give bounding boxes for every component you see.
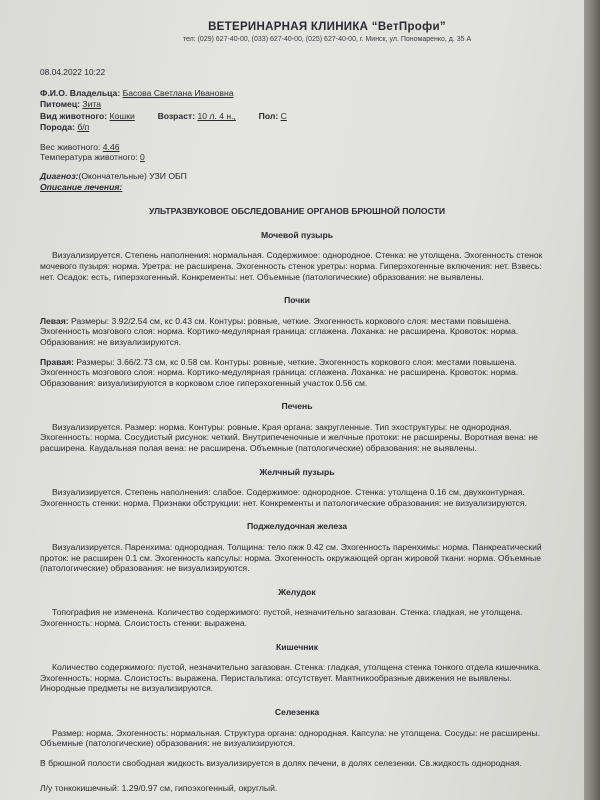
pet-name: Зита bbox=[82, 99, 101, 110]
gallbladder-text: Визуализируется. Степень наполнения: слабое. Содержимое: однородное. Стенка: утолщена 0.16 см, двухконтурная. Эхогенность стенки: норма. Признаки обструкции: нет. Конкременты и патологические образования: не визуализируются. bbox=[40, 487, 527, 508]
section-title-kidneys: Почки bbox=[284, 295, 310, 306]
owner-label: Ф.И.О. Владельца: bbox=[40, 87, 121, 98]
age-label: Возраст: bbox=[157, 110, 196, 121]
species-value: Кошки bbox=[109, 110, 135, 121]
section-title-stomach: Желудок bbox=[278, 586, 316, 597]
intestine-text: Количество содержимого: пустой, незначительно загазован. Стенка: гладкая, утолщена стенка тонкого отдела кишечника. Эхогенность: норма. Слоистость: выражена. Перистальтика: отсутствует. Маятникообразные движения не выявлены. Инородные предметы не визуализируются. bbox=[40, 662, 541, 694]
clinic-contacts: тел: (029) 627-40-00, (033) 627-40-00, (025) 627-40-00, г. Минск, ул. Пономаренко, д. 35 А bbox=[182, 35, 472, 43]
lymph-node-text: Л/у тонкокишечный: 1.29/0.97 см, гипоэхогенный, округлый. bbox=[40, 783, 278, 794]
sex-value: С bbox=[280, 110, 287, 121]
breed-value: б/п bbox=[77, 122, 90, 133]
kidney-left-text: Размеры: 3.92/2.54 см, кс 0.43 см. Контуры: ровные, четкие. Эхогенность коркового слоя: местами повышена. Эхогенность мозгового слоя: норма. Кортико-медулярная граница: сглажена. Лоханка: не расширена. Кровоток: норма. Образования: не визуализируются. bbox=[40, 315, 519, 347]
kidney-left-label: Левая: bbox=[40, 315, 69, 326]
temperature-value: 0 bbox=[140, 152, 145, 163]
weight-value: 4.46 bbox=[102, 141, 120, 152]
spleen-text: Размер: норма. Эхогенность: нормальная. Структура органа: однородная. Капсула: не утолщена. Сосуды: не расширены. Объемные (патологические) образования: не визуализируются. bbox=[40, 727, 541, 749]
diagnosis-block bbox=[40, 171, 554, 192]
weight-label: Вес животного: bbox=[40, 141, 101, 152]
diagnosis-text: (Окончательные) УЗИ ОБП bbox=[78, 170, 187, 181]
document-date: 08.04.2022 10:22 bbox=[40, 67, 106, 78]
section-title-intestine: Кишечник bbox=[275, 641, 319, 652]
free-fluid-text: В брюшной полости свободная жидкость визуализируется в долях печени, в долях селезенки. Св.жидкость однородная. bbox=[40, 757, 522, 768]
exam-title: УЛЬТРАЗВУКОВОЕ ОБСЛЕДОВАНИЕ ОРГАНОВ БРЮШНОЙ ПОЛОСТИ bbox=[149, 206, 445, 217]
section-title-gallbladder: Желчный пузырь bbox=[259, 466, 335, 477]
kidney-left bbox=[40, 316, 554, 348]
temperature-label: Температура животного: bbox=[40, 152, 138, 163]
owner-name: Басова Светлана Ивановна bbox=[122, 87, 234, 98]
kidney-right-text: Размеры: 3.66/2.73 см, кс 0.58 см. Контуры: ровные, четкие. Эхогенность коркового слоя: местами повышена. Эхогенность мозгового слоя: норма. Кортико-медулярная граница: сглажена. Лоханка: не расширена. Кровоток: норма. Образования: визуализируются в корковом слое гиперэхогенный участок 0.56 см. bbox=[40, 356, 519, 388]
age-value: 10 л. 4 н., bbox=[197, 110, 236, 121]
bladder-text: Визуализируется. Степень наполнения: нормальная. Содержимое: однородное. Стенка: не утолщена. Эхогенность стенок мочевого пузыря: норма. Уретра: не расширена. Эхогенность стенок уретры: норма. Гиперэхогенные включения: нет. Взвесь: нет. Осадок: есть, гиперэхогенный. Конкременты: нет. Объемные (патологические) образования: не выявлены. bbox=[40, 250, 543, 282]
patient-info bbox=[40, 88, 554, 134]
section-title-liver: Печень bbox=[281, 401, 313, 412]
diagnosis-label: Диагноз: bbox=[40, 170, 79, 181]
kidney-right-label: Правая: bbox=[40, 356, 75, 367]
treatment-label: Описание лечения: bbox=[40, 181, 123, 192]
breed-label: Порода: bbox=[40, 122, 75, 133]
section-title-spleen: Селезенка bbox=[274, 706, 320, 717]
pancreas-text: Визуализируется. Паренхима: однородная. Толщина: тело пжж 0.42 см. Эхогенность паренхимы: норма. Панкреатический проток: не расширен 0.1 см. Эхогенность капсулы: норма. Эхогенность окружающей орган жировой ткани: норма. Объемные (патологические) образования: не визуализируются. bbox=[40, 542, 542, 574]
vitals bbox=[40, 142, 554, 163]
stomach-text: Топография не изменена. Количество содержимого: пустой, незначительно загазован. Стенка: гладкая, не утолщена. Эхогенность: норма. Слоистость стенки: выражена. bbox=[40, 607, 523, 628]
kidney-right bbox=[40, 357, 554, 389]
section-title-pancreas: Поджелудочная железа bbox=[246, 521, 348, 532]
species-label: Вид животного: bbox=[40, 110, 108, 121]
section-title-bladder: Мочевой пузырь bbox=[260, 229, 334, 240]
sex-label: Пол: bbox=[258, 110, 279, 121]
liver-text: Визуализируется. Размер: норма. Контуры: ровные. Края органа: закругленные. Тип эхоструктуры: не однородная. Эхогенность: норма. Сосудистый рисунок: четкий. Внутрипеченочные и желчные протоки: не расширены. Воротная вена: не расширена. Каудальная полая вена: не расширена. Объемные (патологические) образования: не выявлены. bbox=[40, 421, 538, 454]
pet-label: Питомец: bbox=[40, 99, 80, 110]
clinic-name: ВЕТЕРИНАРНАЯ КЛИНИКА “ВетПрофи” bbox=[208, 21, 446, 33]
